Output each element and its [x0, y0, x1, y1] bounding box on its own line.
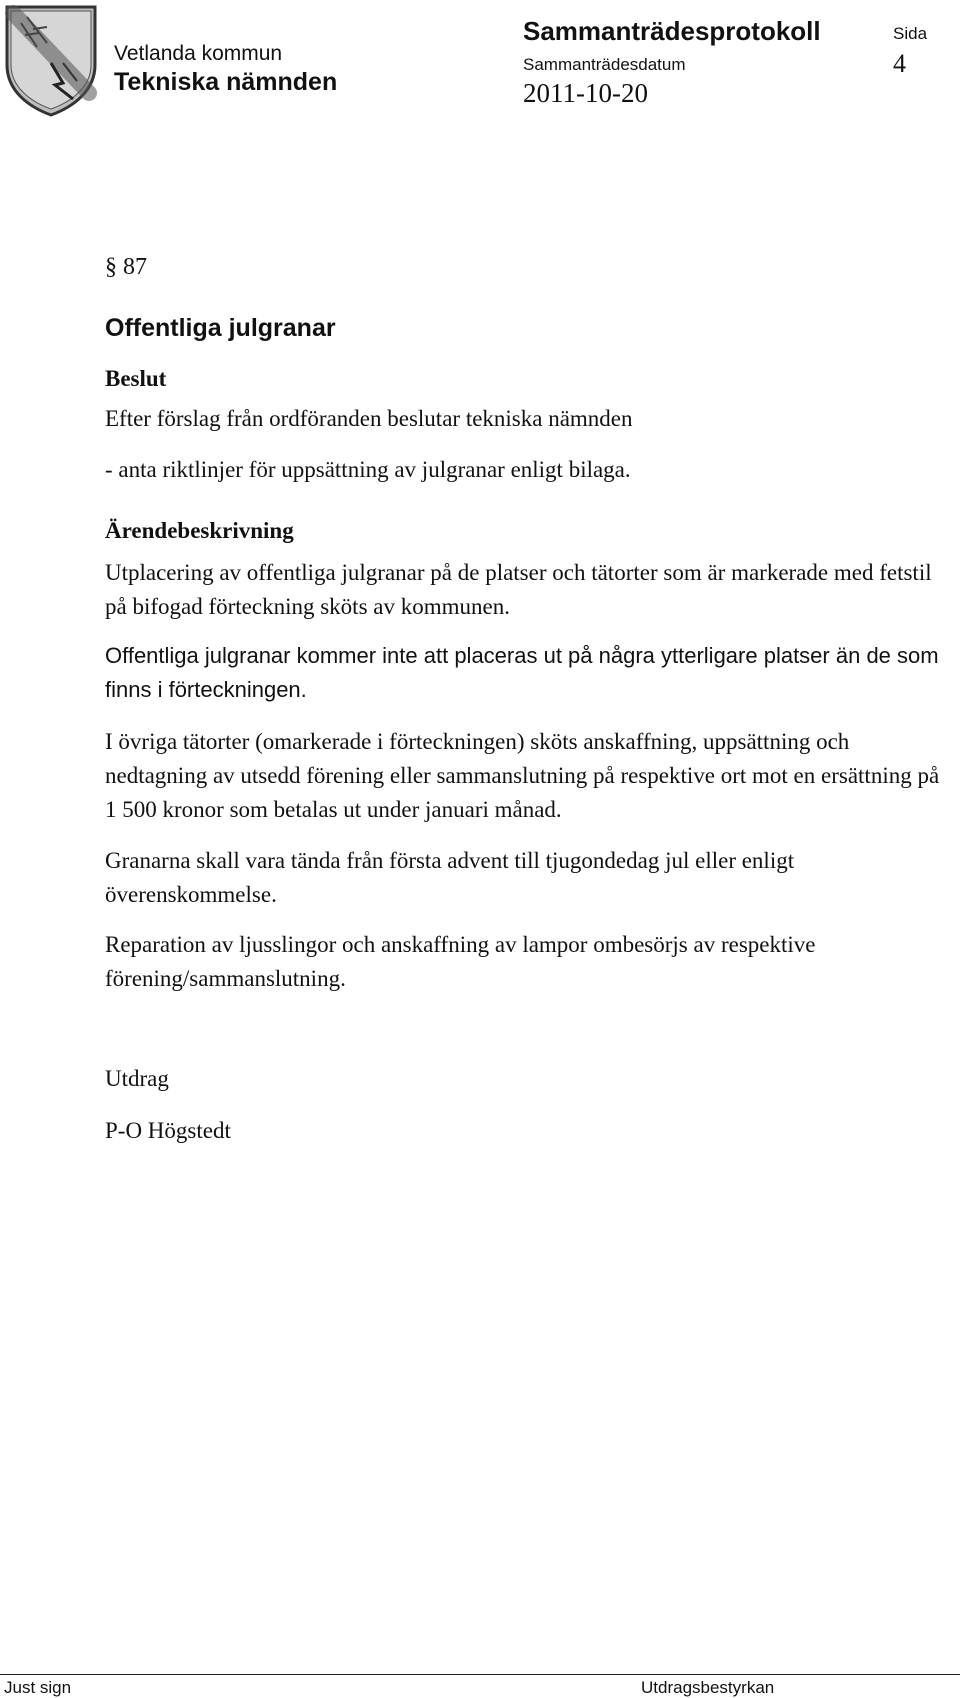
description-paragraph: Offentliga julgranar kommer inte att placeras ut på några ytterligare platser än de som finns i förteckningen.: [105, 643, 939, 702]
description-paragraph: Granarna skall vara tända från första advent till tjugondedag jul eller enligt överenskommelse.: [105, 848, 795, 907]
section-reference: § 87: [105, 254, 147, 280]
excerpt-recipient: P-O Högstedt: [105, 1118, 231, 1143]
page-number: 4: [893, 49, 906, 78]
item-title: Offentliga julgranar: [105, 314, 336, 342]
decision-item: - anta riktlinjer för uppsättning av julgranar enligt bilaga.: [105, 457, 631, 482]
description-heading: Ärendebeskrivning: [105, 518, 294, 543]
coat-of-arms-icon: [3, 3, 100, 119]
municipality-name: Vetlanda kommun: [114, 42, 283, 65]
meeting-date: 2011-10-20: [523, 78, 648, 108]
description-paragraph: Utplacering av offentliga julgranar på de platser och tätorter som är markerade med fetstil på bifogad förteckning sköts av kommunen.: [105, 560, 932, 619]
description-paragraph: I övriga tätorter (omarkerade i förteckningen) sköts anskaffning, uppsättning och nedtagning av utsedd förening eller sammanslutning på respektive ort mot en ersättning på 1 500 kronor som betalas ut under januari månad.: [105, 729, 940, 822]
excerpt-label: Utdrag: [105, 1066, 169, 1091]
decision-intro: Efter förslag från ordföranden beslutar tekniska nämnden: [105, 406, 633, 431]
document-type: Sammanträdesprotokoll: [523, 16, 821, 46]
decision-heading: Beslut: [105, 366, 167, 391]
footer-divider: [0, 1674, 960, 1675]
page-label: Sida: [893, 24, 928, 43]
meeting-date-label: Sammanträdesdatum: [523, 55, 686, 74]
description-paragraph: Reparation av ljusslingor och anskaffning av lampor ombesörjs av respektive förening/sammanslutning.: [105, 932, 816, 991]
certification-label: Utdragsbestyrkan: [641, 1678, 775, 1697]
board-name: Tekniska nämnden: [114, 68, 338, 96]
just-sign-label: Just sign: [4, 1678, 72, 1697]
